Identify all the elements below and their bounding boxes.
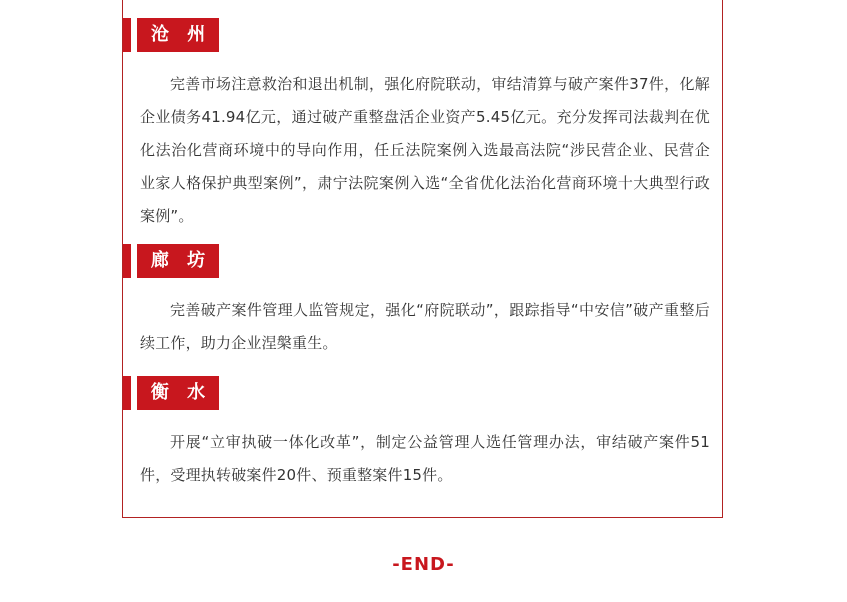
heading-accent-bar	[123, 18, 131, 52]
end-marker: -END-	[392, 554, 455, 575]
content-frame	[122, 0, 723, 518]
heading-accent-bar	[123, 244, 131, 278]
section-title: 廊 坊	[137, 244, 219, 278]
section-body: 完善市场注意救治和退出机制，强化府院联动，审结清算与破产案件37件，化解企业债务41.94亿元，通过破产重整盘活企业资产5.45亿元。充分发挥司法裁判在优化法治化营商环境中的导向作用，任丘法院案例入选最高法院“涉民营企业、民营企业家人格保护典型案例”，肃宁法院案例入选“全省优化法治化营商环境十大典型行政案例”。	[140, 75, 710, 225]
section-body: 开展“立审执破一体化改革”，制定公益管理人选任管理办法，审结破产案件51件，受理执转破案件20件、预重整案件15件。	[140, 433, 710, 484]
section-body: 完善破产案件管理人监管规定，强化“府院联动”，跟踪指导“中安信”破产重整后续工作，助力企业涅槃重生。	[140, 301, 710, 352]
section-title: 沧 州	[137, 18, 219, 52]
heading-accent-bar	[123, 376, 131, 410]
section-title: 衡 水	[137, 376, 219, 410]
